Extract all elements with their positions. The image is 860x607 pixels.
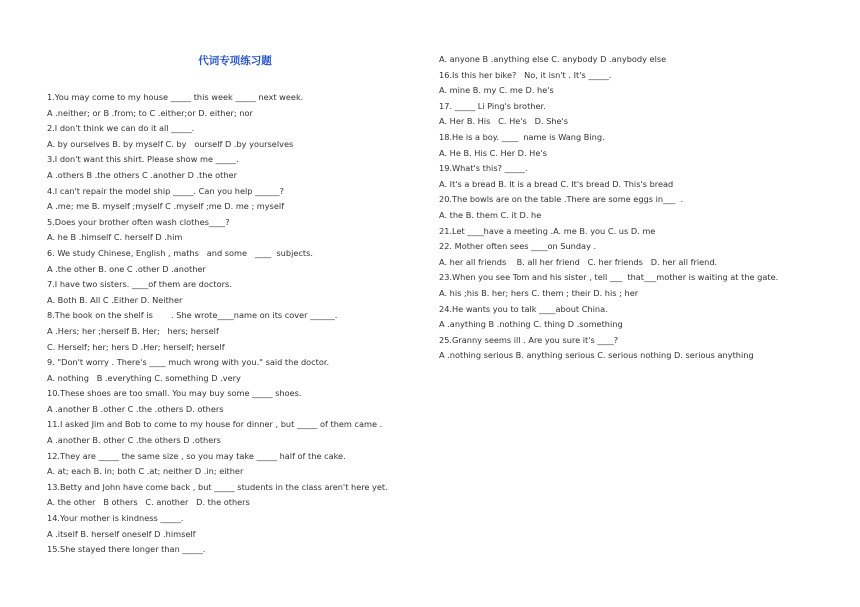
exercise-line: A. Her B. His C. He's D. She's (439, 116, 569, 127)
exercise-line: 15.She stayed there longer than _____. (47, 544, 206, 555)
exercise-line: 18.He is a boy. ____ name is Wang Bing. (439, 131, 605, 142)
exercise-line: 3.I don't want this shirt. Please show me _____. (47, 154, 239, 165)
exercise-line: A. the B. them C. it D. he (439, 209, 542, 220)
exercise-line: 22. Mother often sees ____on Sunday . (439, 241, 597, 252)
page-title: 代词专项练习题 (198, 55, 272, 67)
exercise-line: 19.What's this? _____. (439, 163, 528, 174)
exercise-line: A. It's a bread B. It is a bread C. It's bread D. This's bread (439, 178, 674, 189)
exercise-line: A. Both B. All C .Either D. Neither (47, 294, 183, 305)
exercise-line: A. mine B. my C. me D. he's (439, 85, 554, 96)
exercise-line: A .itself B. herself oneself D .himself (47, 528, 196, 539)
exercise-line: A .the other B. one C .other D .another (47, 263, 206, 274)
left-column (47, 90, 432, 558)
exercise-line: 24.He wants you to talk ____about China. (439, 303, 608, 314)
exercise-line: A. anyone B .anything else C. anybody D .anybody else (439, 54, 667, 64)
right-column (439, 52, 849, 364)
exercise-line: 8.The book on the shelf is . She wrote____name on its cover ______. (47, 310, 338, 321)
exercise-line: 5.Does your brother often wash clothes____? (47, 216, 230, 227)
exercise-line: A .another B. other C .the others D .others (47, 435, 221, 446)
exercise-line: 9. "Don't worry . There's ____ much wrong with you." said the doctor. (47, 357, 330, 368)
exercise-line: A. he B .himself C. herself D .him (47, 232, 183, 243)
exercise-line: A. at; each B. in; both C .at; neither D .in; either (47, 466, 244, 477)
exercise-line: C. Herself; her; hers D .Her; herself; herself (47, 341, 225, 352)
exercise-line: A .me; me B. myself ;myself C .myself ;me D. me ; myself (47, 201, 285, 212)
exercise-line: A. by ourselves B. by myself C. by ourself D .by yourselves (47, 138, 294, 149)
exercise-line: 21.Let ____have a meeting .A. me B. you C. us D. me (439, 225, 656, 236)
exercise-line: 17. _____ Li Ping's brother. (439, 100, 546, 111)
exercise-line: A. the other B others C. another D. the others (47, 497, 250, 508)
exercise-line: 23.When you see Tom and his sister , tell ___ that___mother is waiting at the gate. (439, 272, 779, 283)
exercise-line: 13.Betty and John have come back , but _____ students in the class aren't here yet. (47, 481, 388, 492)
exercise-line: 4.I can't repair the model ship _____. Can you help ______? (47, 185, 285, 196)
exercise-line: A .nothing serious B. anything serious C. serious nothing D. serious anything (439, 350, 754, 361)
exercise-line: A .another B .other C .the .others D. others (47, 403, 224, 414)
exercise-line: 7.I have two sisters. ____of them are doctors. (47, 279, 232, 290)
exercise-line: 6. We study Chinese, English , maths and some ____ subjects. (47, 247, 313, 258)
exercise-line: 11.I asked Jim and Bob to come to my house for dinner , but _____ of them came . (47, 419, 383, 430)
exercise-line: A .anything B .nothing C. thing D .something (439, 319, 623, 330)
exercise-line: 2.I don't think we can do it all _____. (47, 123, 195, 134)
exercise-line: A. nothing B .everything C. something D .very (47, 372, 241, 383)
exercise-line: 12.They are _____ the same size , so you may take _____ half of the cake. (47, 450, 346, 461)
exercise-line: 1.You may come to my house _____ this week _____ next week. (47, 92, 304, 102)
exercise-line: A .neither; or B .from; to C .either;or D. either; nor (47, 107, 253, 118)
exercise-line: A .others B .the others C .another D .the other (47, 169, 237, 180)
exercise-line: 20.The bowls are on the table .There are some eggs in___ . (439, 194, 684, 205)
exercise-line: A. his ;his B. her; hers C. them ; their D. his ; her (439, 287, 639, 298)
exercise-line: 25.Granny seems ill . Are you sure it's ____? (439, 334, 619, 345)
exercise-line: A .Hers; her ;herself B. Her; hers; herself (47, 325, 219, 336)
exercise-line: 16.Is this her bike? No, it isn't . It's _____. (439, 69, 612, 80)
exercise-line: 14.Your mother is kindness _____. (47, 513, 184, 524)
exercise-line: A. her all friends B. all her friend C. her friends D. her all friend. (439, 256, 718, 267)
exercise-line: 10.These shoes are too small. You may buy some _____ shoes. (47, 388, 302, 399)
exercise-line: A. He B. His C. Her D. He's (439, 147, 547, 158)
